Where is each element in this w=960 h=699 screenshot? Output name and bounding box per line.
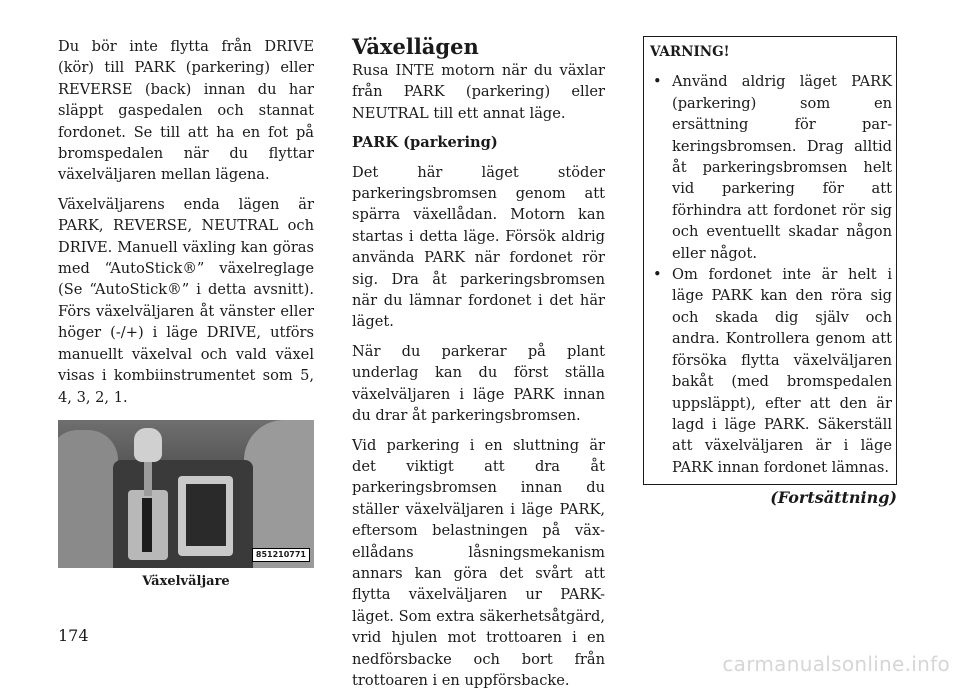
paragraph-slope-parking: Vid parkering i en sluttning är det viktigt att dra åt parkeringsbromsen innan du ställer växelväljaren i läge PARK, eftersom belastningen på växellådans låsningsmekanism annars kan göra det svårt att flytta växelväljaren ur PARK-läget. Som extra säkerhetsåtgärd, vrid hjulen mot trottoaren i en nedförsbacke och bort från trottoaren i en uppförsbacke. — [352, 436, 605, 689]
paragraph-gear-positions: Växelväljarens enda lägen är PARK, REVERSE, NEUTRAL och DRIVE. Manuell växling kan göras med “AutoStick®” växelreglage (Se “AutoStick®” i detta avsnitt). Förs växelväljaren åt vänster eller höger (-/+) i läge DRIVE, utförs manuellt växelval och vald växel visas i kombiinstrumentet som 5, 4, 3, 2, 1. — [58, 195, 314, 406]
paragraph-park-description: Det här läget stöder parkeringsbromsen genom att spärra växellådan. Motorn kan startas i detta läge. Försök aldrig använda PARK när fordonet rör sig. Dra åt parkeringsbromsen när du lämnar fordonet i det här läget. — [352, 163, 605, 331]
page-number: 174 — [58, 626, 89, 645]
gear-selector-photo — [58, 420, 314, 568]
seat-right-shape — [244, 420, 314, 568]
subheading-park: PARK (parkering) — [352, 134, 498, 152]
paragraph-level-parking: När du parkerar på plant underlag kan du först ställa växelväljaren i läge PARK innan du drar åt parkeringsbromsen. — [352, 342, 605, 425]
shifter-knob-shape — [134, 428, 162, 462]
section-heading: Växellägen — [352, 34, 479, 59]
bullet-icon: • — [653, 73, 662, 91]
warning-item — [650, 71, 892, 264]
continued-label: (Fortsättning) — [770, 488, 897, 508]
bullet-icon: • — [653, 266, 662, 284]
paragraph-drive-park: Du bör inte flytta från DRIVE (kör) till PARK (parkering) eller REVERSE (back) innan du har släppt gaspedalen och stannat fordonet. Se till att ha en fot på bromspedalen när du flyttar växelväljaren mellan lägena. — [58, 38, 314, 184]
watermark: carmanualsonline.info — [722, 652, 950, 676]
column-middle — [352, 36, 605, 699]
paragraph-no-revving: Rusa INTE motorn när du växlar från PARK (parkering) eller NEUTRAL till ett annat läge. — [352, 62, 605, 122]
image-code-label: 851210771 — [252, 548, 310, 562]
column-left — [58, 36, 314, 590]
column-right — [643, 36, 897, 509]
warning-item-text: Om fordonet inte är helt i läge PARK kan den röra sig och skada dig själv och andra. Kontrollera genom att försöka flytta växelväljaren bakåt (med bromspedalen uppsläppt), efter att den är lagd i läge PARK. Säkerställ att växelväljaren är i läge PARK innan fordonet lämnas. — [672, 266, 892, 476]
console-tray-inner-shape — [186, 484, 226, 546]
warning-item-text: Använd aldrig läget PARK (parkering) som en ersättning för parkeringsbromsen. Drag alltid åt parkeringsbromsen helt vid parkering för att förhindra att fordonet rör sig och eventuellt skadar någon eller något. — [672, 73, 892, 262]
shifter-gate-shape — [142, 498, 152, 552]
warning-title: VARNING! — [650, 44, 730, 60]
warning-box — [643, 36, 897, 485]
seat-left-shape — [58, 430, 118, 568]
warning-list — [650, 71, 892, 478]
warning-item — [650, 264, 892, 478]
image-caption: Växelväljare — [142, 573, 230, 589]
